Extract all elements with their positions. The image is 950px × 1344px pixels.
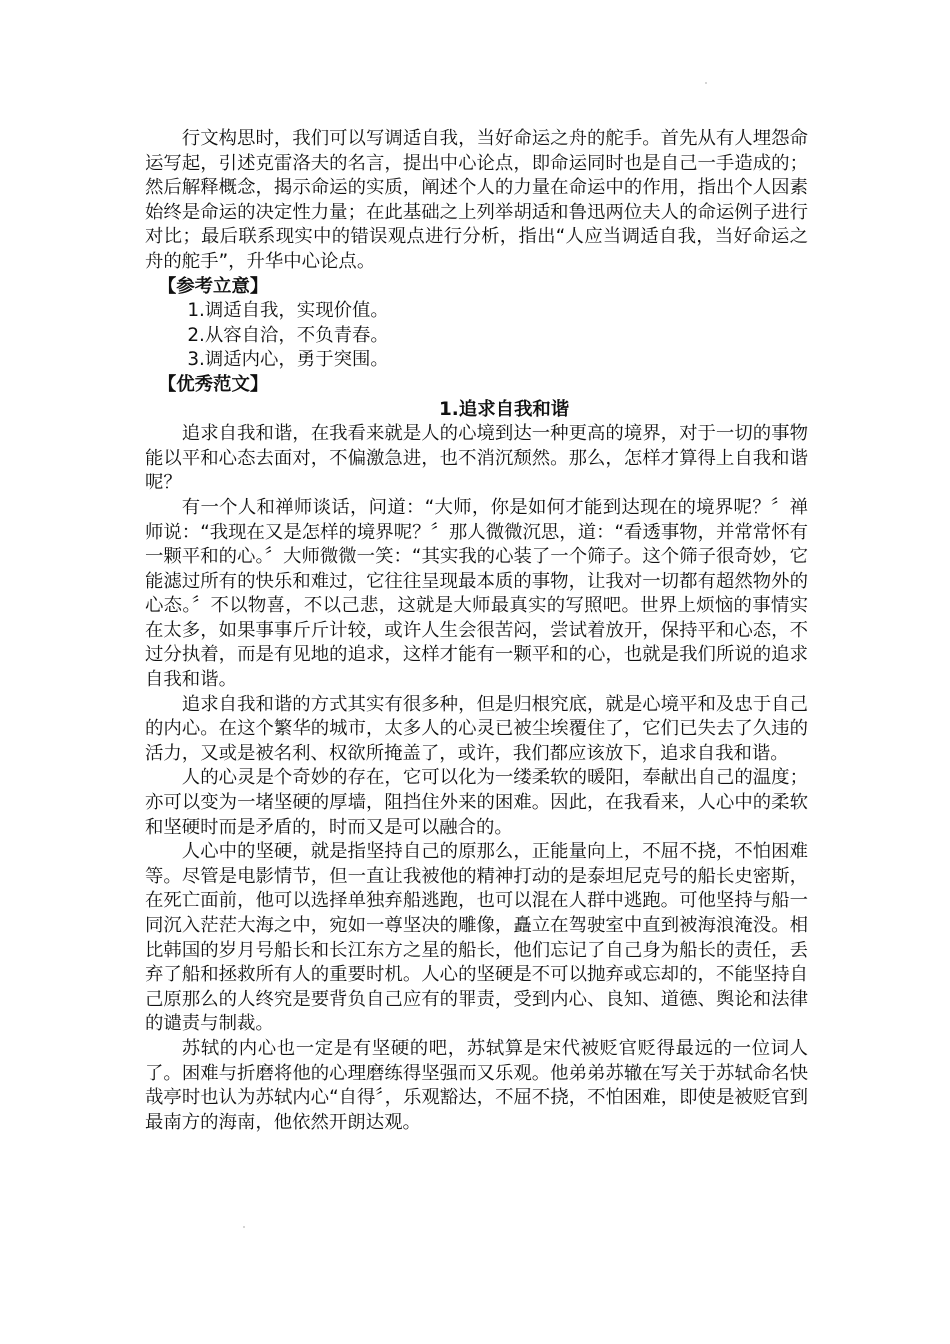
reference-ideas-heading: 【参考立意】 [157, 275, 269, 297]
scan-dot-top [705, 82, 707, 84]
essay-paragraph-1: 追求自我和谐，在我看来就是人的心境到达一种更高的境界，对于一切的事物能以平和心态去面对，不偏激急进，也不消沉颓然。那么，怎样才算得上自我和谐呢？ [145, 423, 808, 494]
essay-paragraph-6: 苏轼的内心也一定是有坚硬的吧，苏轼算是宋代被贬官贬得最远的一位词人了。困难与折磨将他的心理磨练得坚强而又乐观。他弟弟苏辙在写关于苏轼命名快哉亭时也认为苏轼内心“自得〞，乐观豁达，不屈不挠，不怕困难，即使是被贬官到最南方的海南，他依然开朗达观。 [145, 1037, 808, 1133]
essay-paragraph-2: 有一个人和禅师谈话，问道：“大师，你是如何才能到达现在的境界呢？〞禅师说：“我现在又是怎样的境界呢？〞那人微微沉思，道：“看透事物，并常常怀有一颗平和的心。〞大师微微一笑：“其实我的心装了一个筛子。这个筛子很奇妙，它能滤过所有的快乐和难过，它往往呈现最本质的事物，让我对一切都有超然物外的心态。〞不以物喜，不以己悲，这就是大师最真实的写照吧。世界上烦恼的事情实在太多，如果事事斤斤计较，或许人生会很苦闷，尝试着放开，保持平和心态，不过分执着，而是有见地的追求，这样才能有一颗平和的心，也就是我们所说的追求自我和谐。 [145, 496, 808, 691]
essay-paragraph-3: 追求自我和谐的方式其实有很多种，但是归根究底，就是心境平和及忠于自己的内心。在这个繁华的城市，太多人的心灵已被尘埃覆住了，它们已失去了久违的活力，又或是被名利、权欲所掩盖了，或许，我们都应该放下，追求自我和谐。 [145, 693, 808, 764]
idea-item-3: 3.调适内心，勇于突围。 [187, 349, 389, 371]
essay-paragraph-4: 人的心灵是个奇妙的存在，它可以化为一缕柔软的暖阳，奉献出自己的温度；亦可以变为一堵坚硬的厚墙，阻挡住外来的困难。因此，在我看来，人心中的柔软和坚硬时而是矛盾的，时而又是可以融合的。 [145, 767, 808, 838]
idea-item-1: 1.调适自我，实现价值。 [187, 300, 389, 322]
sample-essay-heading: 【优秀范文】 [157, 373, 269, 395]
essay-title: 1.追求自我和谐 [439, 398, 570, 420]
idea-item-2: 2.从容自洽，不负青春。 [187, 324, 389, 346]
intro-paragraph: 行文构思时，我们可以写调适自我，当好命运之舟的舵手。首先从有人埋怨命运写起，引述克雷洛夫的名言，提出中心论点，即命运同时也是自己一手造成的；然后解释概念，揭示命运的实质，阐述个人的力量在命运中的作用，指出个人因素始终是命运的决定性力量；在此基础之上列举胡适和鲁迅两位夫人的命运例子进行对比；最后联系现实中的错误观点进行分析，指出“人应当调适自我，当好命运之舟的舵手”，升华中心论点。 [145, 128, 808, 272]
essay-paragraph-5: 人心中的坚硬，就是指坚持自己的原那么，正能量向上，不屈不挠，不怕困难等。尽管是电影情节，但一直让我被他的精神打动的是泰坦尼克号的船长史密斯，在死亡面前，他可以选择单独弃船逃跑，也可以混在人群中逃跑。可他坚持与船一同沉入茫茫大海之中，宛如一尊坚决的雕像，矗立在驾驶室中直到被海浪淹没。相比韩国的岁月号船长和长江东方之星的船长，他们忘记了自己身为船长的责任，丢弃了船和拯救所有人的重要时机。人心的坚硬是不可以抛弃或忘却的，不能坚持自己原那么的人终究是要背负自己应有的罪责，受到内心、良知、道德、舆论和法律的谴责与制裁。 [145, 841, 808, 1035]
document-page [145, 127, 808, 1135]
scan-dot-bottom [243, 1226, 245, 1228]
